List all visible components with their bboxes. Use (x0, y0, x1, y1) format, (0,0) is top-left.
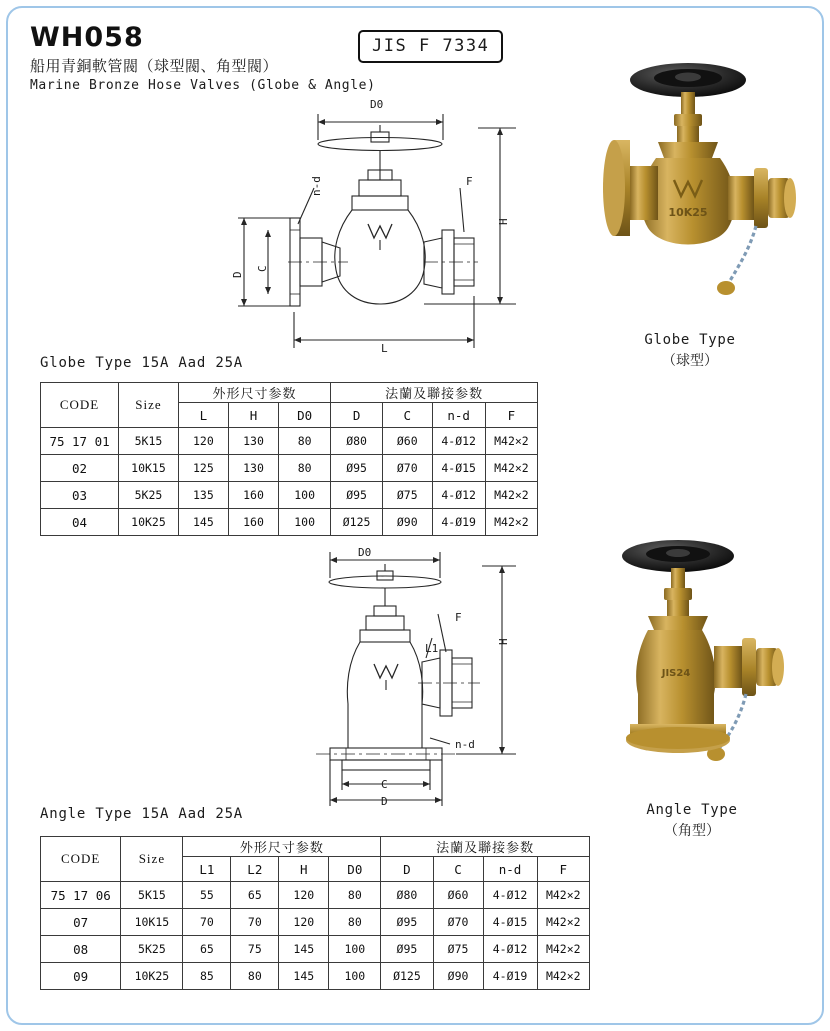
cell-d0: 100 (279, 509, 331, 536)
cell-code: 03 (41, 482, 119, 509)
header-code: CODE (41, 837, 121, 882)
cell-nd: 4-Ø12 (432, 428, 485, 455)
globe-photo-caption-en: Globe Type (644, 332, 736, 348)
header-outline-params: 外形尺寸参数 (178, 383, 330, 403)
cell-code: 02 (41, 455, 119, 482)
cell-nd: 4-Ø15 (483, 909, 537, 936)
svg-text:10K25: 10K25 (668, 206, 708, 219)
cell-size: 5K15 (121, 882, 183, 909)
col-h: H (228, 403, 278, 428)
cell-f: M42×2 (537, 936, 590, 963)
cell-size: 10K25 (119, 509, 179, 536)
angle-dim-nd: n-d (455, 738, 475, 751)
header-size: Size (119, 383, 179, 428)
cell-nd: 4-Ø19 (483, 963, 537, 990)
cell-l2: 70 (231, 909, 279, 936)
cell-l: 120 (178, 428, 228, 455)
cell-size: 10K25 (121, 963, 183, 990)
angle-valve-photo (590, 528, 800, 808)
header-flange-params: 法蘭及聯接参数 (331, 383, 538, 403)
cell-f: M42×2 (485, 428, 537, 455)
cell-d0: 80 (279, 428, 331, 455)
cell-h: 120 (279, 882, 329, 909)
cell-nd: 4-Ø12 (483, 882, 537, 909)
table-header-row (41, 837, 590, 857)
cell-size: 10K15 (119, 455, 179, 482)
cell-d: Ø95 (381, 936, 433, 963)
col-nd: n-d (483, 857, 537, 882)
cell-c: Ø90 (382, 509, 432, 536)
cell-c: Ø90 (433, 963, 483, 990)
angle-dim-d: D (381, 795, 388, 808)
table-row (41, 882, 590, 909)
cell-d0: 100 (279, 482, 331, 509)
cell-h: 130 (228, 455, 278, 482)
product-title-chinese: 船用青銅軟管閥（球型閥、角型閥） (30, 59, 279, 76)
header-size: Size (121, 837, 183, 882)
cell-f: M42×2 (485, 455, 537, 482)
table-row (41, 482, 538, 509)
product-title-english: Marine Bronze Hose Valves (Globe & Angle) (30, 78, 376, 94)
cell-l2: 75 (231, 936, 279, 963)
table-row (41, 428, 538, 455)
model-code: WH058 (30, 22, 144, 53)
cell-d: Ø125 (331, 509, 383, 536)
col-h: H (279, 857, 329, 882)
globe-dim-c: C (256, 265, 269, 272)
cell-l: 145 (178, 509, 228, 536)
angle-drawing-title: Angle Type 15A Aad 25A (40, 806, 244, 822)
header-code: CODE (41, 383, 119, 428)
col-c: C (433, 857, 483, 882)
angle-dim-f: F (455, 611, 462, 624)
cell-d: Ø95 (331, 482, 383, 509)
col-d0: D0 (279, 403, 331, 428)
cell-d0: 100 (329, 963, 381, 990)
angle-type-drawing (290, 538, 550, 816)
cell-l2: 65 (231, 882, 279, 909)
globe-dim-f: F (466, 175, 473, 188)
globe-valve-photo (578, 48, 798, 328)
cell-l1: 70 (183, 909, 231, 936)
angle-dim-c: C (381, 778, 388, 791)
table-row (41, 909, 590, 936)
angle-photo-caption-en: Angle Type (646, 802, 738, 818)
cell-nd: 4-Ø19 (432, 509, 485, 536)
cell-d0: 80 (329, 882, 381, 909)
cell-f: M42×2 (537, 909, 590, 936)
col-l2: L2 (231, 857, 279, 882)
col-c: C (382, 403, 432, 428)
cell-size: 10K15 (121, 909, 183, 936)
col-l: L (178, 403, 228, 428)
cell-f: M42×2 (485, 482, 537, 509)
cell-c: Ø75 (433, 936, 483, 963)
cell-code: 04 (41, 509, 119, 536)
cell-f: M42×2 (485, 509, 537, 536)
cell-d0: 80 (329, 909, 381, 936)
cell-l1: 85 (183, 963, 231, 990)
cell-code: 08 (41, 936, 121, 963)
angle-photo-caption (592, 802, 792, 840)
globe-photo-caption-cn: （球型） (662, 354, 718, 369)
col-l1: L1 (183, 857, 231, 882)
col-f: F (485, 403, 537, 428)
cell-h: 145 (279, 936, 329, 963)
cell-d: Ø80 (381, 882, 433, 909)
angle-dim-d0: D0 (358, 546, 372, 559)
globe-dim-h: H (497, 218, 510, 225)
cell-c: Ø60 (382, 428, 432, 455)
cell-size: 5K15 (119, 428, 179, 455)
angle-dim-l1: L1 (425, 642, 439, 655)
cell-nd: 4-Ø12 (432, 482, 485, 509)
svg-text:JIS24: JIS24 (661, 668, 691, 679)
col-f: F (537, 857, 590, 882)
cell-size: 5K25 (121, 936, 183, 963)
cell-l1: 65 (183, 936, 231, 963)
cell-c: Ø70 (382, 455, 432, 482)
cell-c: Ø75 (382, 482, 432, 509)
cell-l2: 80 (231, 963, 279, 990)
header-flange-params: 法蘭及聯接参数 (381, 837, 590, 857)
angle-photo-caption-cn: （角型） (664, 824, 720, 839)
cell-code: 75 17 06 (41, 882, 121, 909)
table-row (41, 455, 538, 482)
col-nd: n-d (432, 403, 485, 428)
cell-l1: 55 (183, 882, 231, 909)
cell-h: 145 (279, 963, 329, 990)
globe-dim-d0: D0 (370, 98, 384, 111)
standard-badge: JIS F 7334 (358, 30, 503, 63)
cell-d: Ø95 (381, 909, 433, 936)
angle-spec-table (40, 836, 590, 990)
col-d0: D0 (329, 857, 381, 882)
cell-nd: 4-Ø15 (432, 455, 485, 482)
cell-d: Ø95 (331, 455, 383, 482)
globe-dim-l: L (381, 342, 388, 355)
cell-d0: 100 (329, 936, 381, 963)
col-d: D (331, 403, 383, 428)
table-row (41, 509, 538, 536)
cell-d: Ø125 (381, 963, 433, 990)
cell-d0: 80 (279, 455, 331, 482)
cell-code: 09 (41, 963, 121, 990)
globe-photo-caption (590, 332, 790, 370)
cell-l: 125 (178, 455, 228, 482)
cell-h: 160 (228, 509, 278, 536)
table-header-row (41, 383, 538, 403)
table-row (41, 963, 590, 990)
globe-type-drawing (228, 92, 548, 362)
globe-drawing-title: Globe Type 15A Aad 25A (40, 355, 244, 371)
globe-dim-d: D (231, 271, 244, 278)
cell-nd: 4-Ø12 (483, 936, 537, 963)
cell-size: 5K25 (119, 482, 179, 509)
table-row (41, 936, 590, 963)
col-d: D (381, 857, 433, 882)
angle-dim-h: H (497, 638, 510, 645)
cell-d: Ø80 (331, 428, 383, 455)
cell-h: 130 (228, 428, 278, 455)
cell-l: 135 (178, 482, 228, 509)
header-outline-params: 外形尺寸参数 (183, 837, 381, 857)
cell-f: M42×2 (537, 963, 590, 990)
cell-code: 07 (41, 909, 121, 936)
cell-c: Ø60 (433, 882, 483, 909)
globe-dim-nd: n-d (310, 176, 323, 196)
cell-h: 160 (228, 482, 278, 509)
cell-code: 75 17 01 (41, 428, 119, 455)
cell-c: Ø70 (433, 909, 483, 936)
cell-h: 120 (279, 909, 329, 936)
globe-spec-table (40, 382, 538, 536)
cell-f: M42×2 (537, 882, 590, 909)
